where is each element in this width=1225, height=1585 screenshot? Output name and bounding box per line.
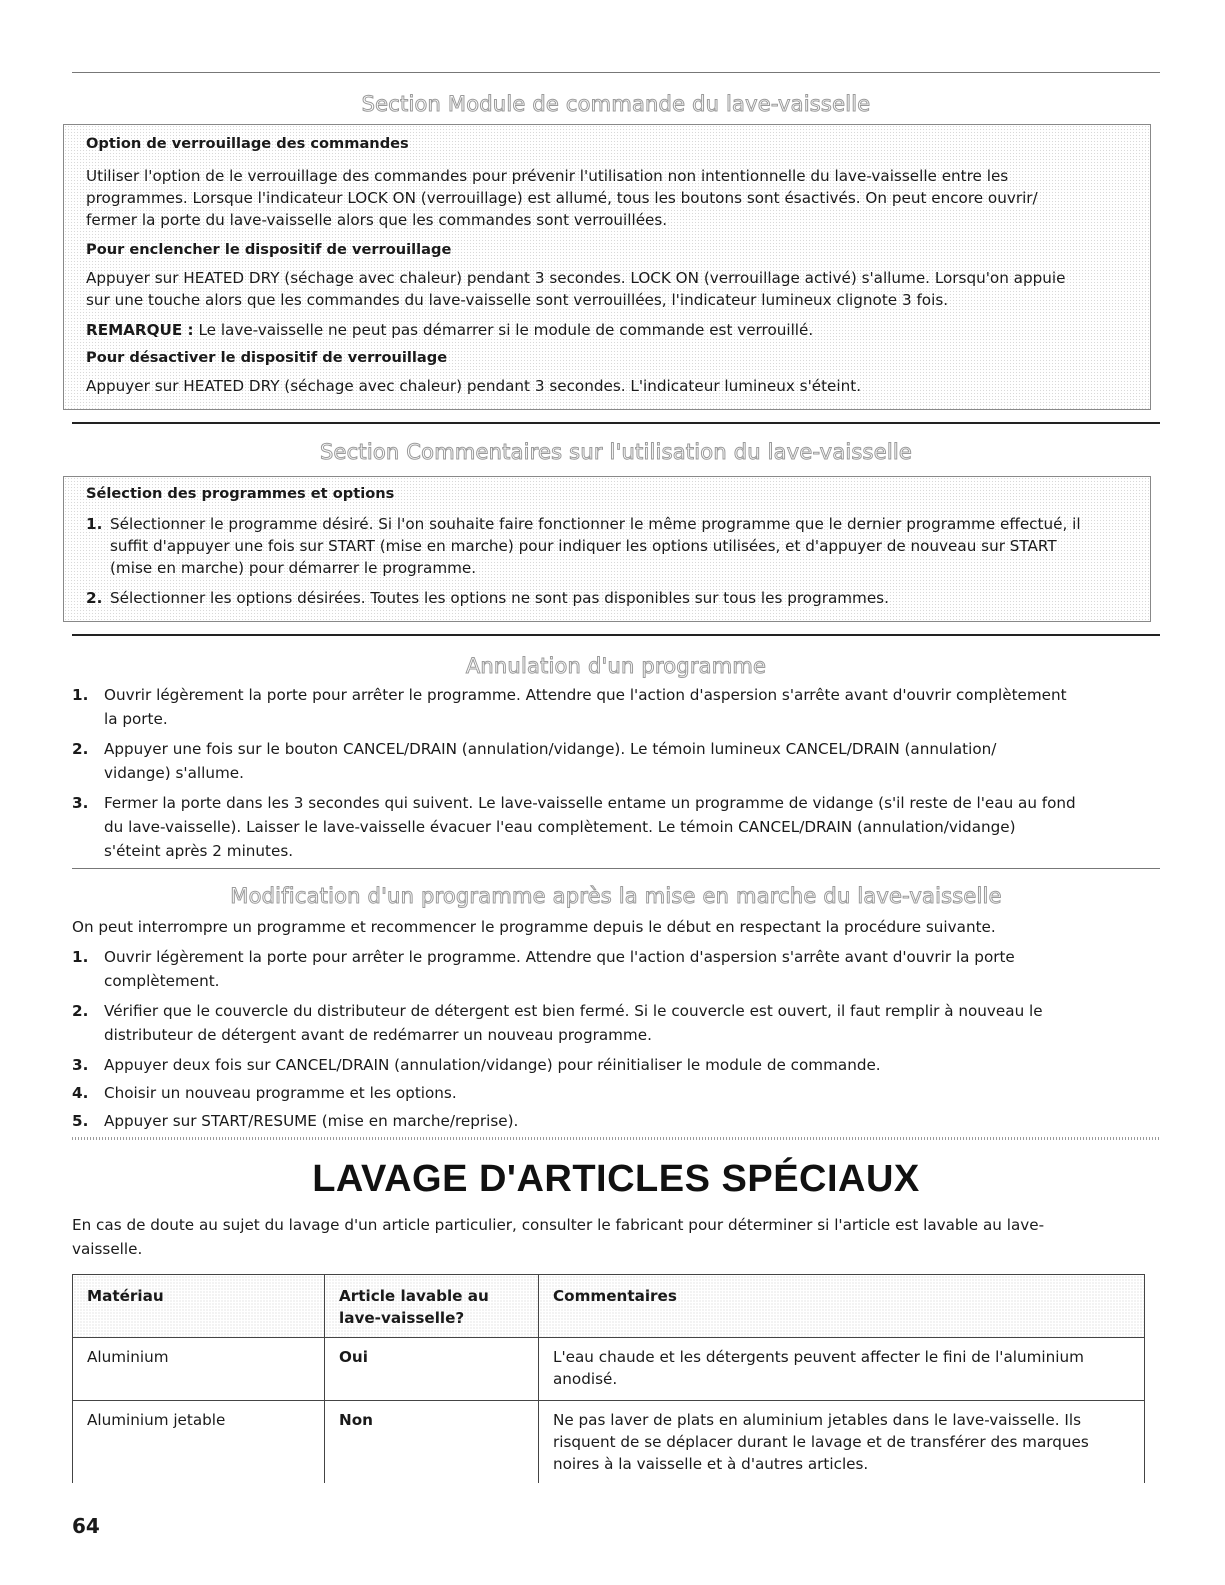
item-number: 2. <box>72 1002 89 1020</box>
modify-item-3: Appuyer deux fois sur CANCEL/DRAIN (annulation/vidange) pour réinitialiser le module de commande. <box>104 1056 881 1074</box>
item-number: 3. <box>72 794 89 812</box>
lock-option-heading: Option de verrouillage des commandes <box>86 135 409 152</box>
rule-3 <box>72 634 1160 636</box>
lock-option-line-1: Utiliser l'option de le verrouillage des commandes pour prévenir l'utilisation non intentionnelle du lave-vaisselle entre les <box>86 167 1009 185</box>
top-rule <box>72 72 1160 73</box>
modify-item-2-line-1: Vérifier que le couvercle du distributeur de détergent est bien fermé. Si le couvercle est ouvert, il faut remplir à nouveau le <box>104 1002 1043 1020</box>
item-number: 1. <box>72 686 89 704</box>
intro-line-1: En cas de doute au sujet du lavage d'un article particulier, consulter le fabricant pour déterminer si l'article est lavable au lave- <box>72 1216 1045 1234</box>
page-title: LAVAGE D'ARTICLES SPÉCIAUX <box>312 1158 920 1200</box>
cell-material: Aluminium <box>73 1338 325 1401</box>
note-text: Le lave-vaisselle ne peut pas démarrer si le module de commande est verrouillé. <box>193 321 814 339</box>
modify-intro: On peut interrompre un programme et recommencer le programme depuis le début en respectant la procédure suivante. <box>72 918 996 936</box>
intro-line-2: vaisselle. <box>72 1240 143 1258</box>
item-number: 5. <box>72 1112 89 1130</box>
selection-item-2: Sélectionner les options désirées. Toutes les options ne sont pas disponibles sur tous les programmes. <box>110 589 889 607</box>
materials-table <box>72 1274 1145 1483</box>
table-header-row <box>73 1275 1145 1338</box>
rule-2 <box>72 422 1160 424</box>
lock-disable-line: Appuyer sur HEATED DRY (séchage avec chaleur) pendant 3 secondes. L'indicateur lumineux s'éteint. <box>86 377 862 395</box>
rule-4 <box>72 868 1160 869</box>
page-number: 64 <box>72 1514 100 1538</box>
header-material: Matériau <box>73 1275 325 1338</box>
cell-washable: Non <box>325 1401 539 1484</box>
cancel-item-3-line-1: Fermer la porte dans les 3 secondes qui suivent. Le lave-vaisselle entame un programme de vidange (s'il reste de l'eau au fond <box>104 794 1076 812</box>
cancel-item-3-line-3: s'éteint après 2 minutes. <box>104 842 294 860</box>
item-number: 2. <box>86 589 103 607</box>
rule-5 <box>72 1137 1160 1140</box>
lock-disable-heading: Pour désactiver le dispositif de verrouillage <box>86 349 448 366</box>
cell-comment: L'eau chaude et les détergents peuvent affecter le fini de l'aluminium anodisé. <box>539 1338 1145 1401</box>
lock-option-line-3: fermer la porte du lave-vaisselle alors que les commandes sont verrouillées. <box>86 211 668 229</box>
cancel-item-2-line-2: vidange) s'allume. <box>104 764 244 782</box>
section-title-cancel: Annulation d'un programme <box>465 654 767 678</box>
modify-item-2-line-2: distributeur de détergent avant de redémarrer un nouveau programme. <box>104 1026 652 1044</box>
cell-material: Aluminium jetable <box>73 1401 325 1484</box>
section-title-usage-comments: Section Commentaires sur l'utilisation du lave-vaisselle <box>319 440 913 464</box>
selection-item-1-line-2: suffit d'appuyer une fois sur START (mise en marche) pour indiquer les options utilisées, et d'appuyer de nouveau sur START <box>110 537 1057 555</box>
modify-item-4: Choisir un nouveau programme et les options. <box>104 1084 457 1102</box>
item-number: 1. <box>86 515 103 533</box>
item-number: 2. <box>72 740 89 758</box>
lock-enable-line-2: sur une touche alors que les commandes du lave-vaisselle sont verrouillées, l'indicateur lumineux clignote 3 fois. <box>86 291 949 309</box>
section-title-control-module: Section Module de commande du lave-vaisselle <box>361 92 871 116</box>
modify-item-5: Appuyer sur START/RESUME (mise en marche/reprise). <box>104 1112 519 1130</box>
modify-item-1-line-2: complètement. <box>104 972 220 990</box>
program-selection-box <box>63 476 1151 622</box>
table-row <box>73 1338 1145 1401</box>
cell-comment: Ne pas laver de plats en aluminium jetables dans le lave-vaisselle. Ils risquent de se déplacer durant le lavage et de transférer des marques noires à la vaisselle et à d'autres articles. <box>539 1401 1145 1484</box>
header-comments: Commentaires <box>539 1275 1145 1338</box>
cancel-item-3-line-2: du lave-vaisselle). Laisser le lave-vaisselle évacuer l'eau complètement. Le témoin CANCEL/DRAIN (annulation/vidange) <box>104 818 1016 836</box>
selection-item-1-line-3: (mise en marche) pour démarrer le programme. <box>110 559 477 577</box>
lock-enable-line-1: Appuyer sur HEATED DRY (séchage avec chaleur) pendant 3 secondes. LOCK ON (verrouillage activé) s'allume. Lorsqu'on appuie <box>86 269 1066 287</box>
control-lock-box <box>63 124 1151 410</box>
program-selection-heading: Sélection des programmes et options <box>86 485 395 502</box>
modify-item-1-line-1: Ouvrir légèrement la porte pour arrêter le programme. Attendre que l'action d'aspersion s'arrête avant d'ouvrir la porte <box>104 948 1015 966</box>
header-washable: Article lavable au lave-vaisselle? <box>325 1275 539 1338</box>
cancel-item-1-line-1: Ouvrir légèrement la porte pour arrêter le programme. Attendre que l'action d'aspersion s'arrête avant d'ouvrir complètement <box>104 686 1067 704</box>
cancel-item-1-line-2: la porte. <box>104 710 168 728</box>
cell-washable: Oui <box>325 1338 539 1401</box>
item-number: 1. <box>72 948 89 966</box>
table-row <box>73 1401 1145 1484</box>
note-line <box>86 319 813 341</box>
item-number: 4. <box>72 1084 89 1102</box>
item-number: 3. <box>72 1056 89 1074</box>
selection-item-1-line-1: Sélectionner le programme désiré. Si l'on souhaite faire fonctionner le même programme que le dernier programme effectué, il <box>110 515 1081 533</box>
lock-option-line-2: programmes. Lorsque l'indicateur LOCK ON (verrouillage) est allumé, tous les boutons sont ésactivés. On peut encore ouvrir/ <box>86 189 1038 207</box>
section-title-modify: Modification d'un programme après la mise en marche du lave-vaisselle <box>230 884 1002 908</box>
note-label: REMARQUE : <box>86 321 194 339</box>
cancel-item-2-line-1: Appuyer une fois sur le bouton CANCEL/DRAIN (annulation/vidange). Le témoin lumineux CANCEL/DRAIN (annulation/ <box>104 740 997 758</box>
lock-enable-heading: Pour enclencher le dispositif de verrouillage <box>86 241 452 258</box>
